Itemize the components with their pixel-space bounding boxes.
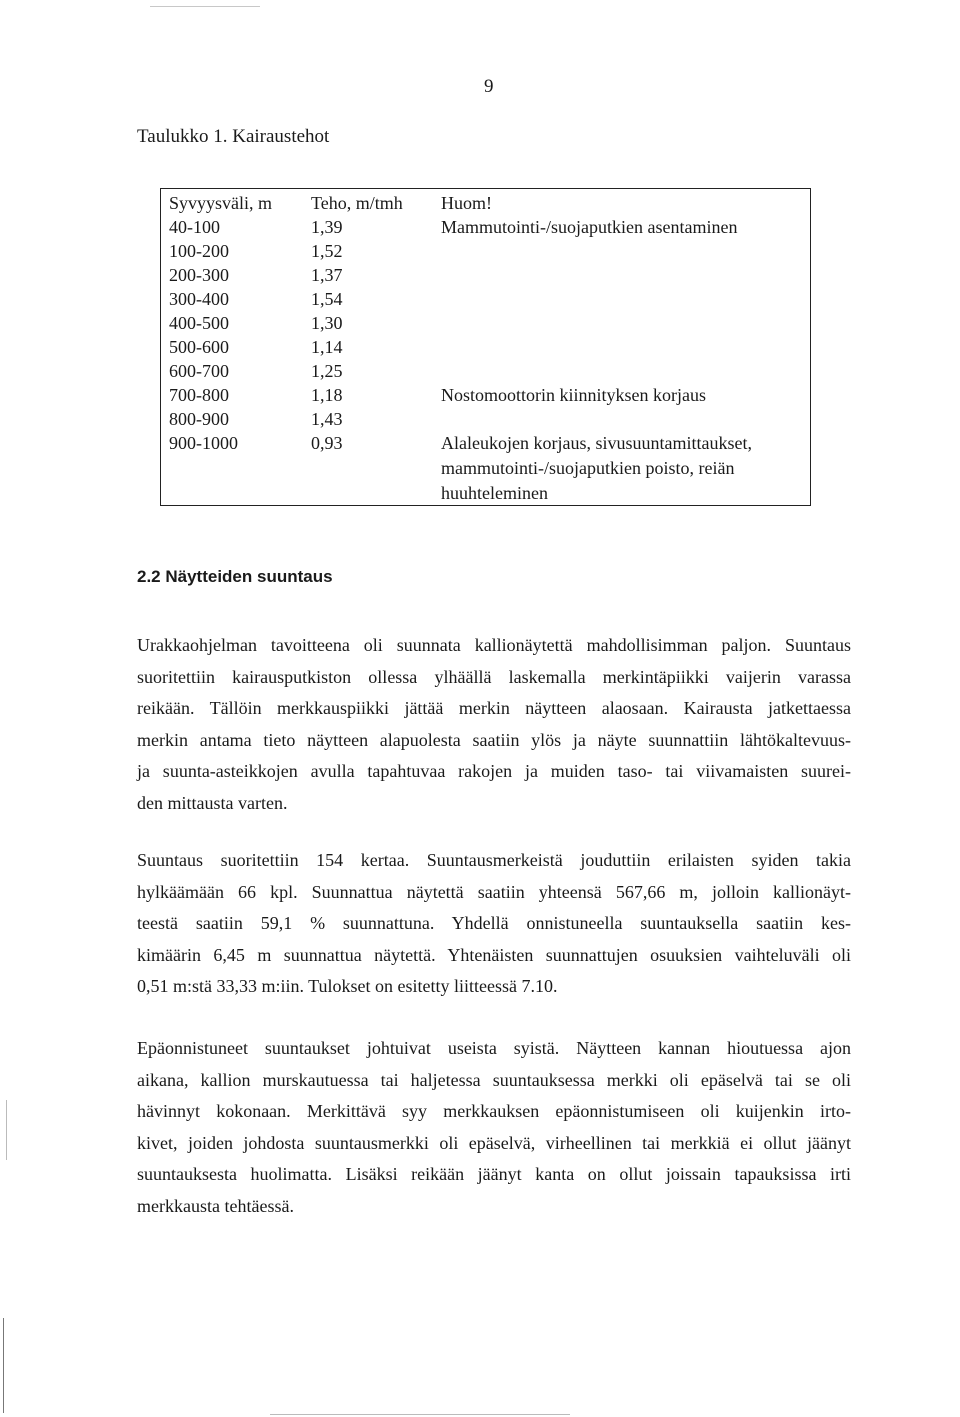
table-row xyxy=(161,239,810,263)
cell-rate: 1,37 xyxy=(311,265,343,285)
text-line: aikana, kallion murskautuessa tai haljetessa suuntauksessa merkki oli epäselvä tai se oli xyxy=(137,1069,851,1090)
cell-note: Mammutointi-/suojaputkien asentaminen xyxy=(441,217,738,237)
text-line: merkkausta tehtäessä. xyxy=(137,1195,294,1216)
table-row xyxy=(161,287,810,311)
cell-depth: 300-400 xyxy=(169,289,229,309)
cell-depth: 600-700 xyxy=(169,361,229,381)
cell-depth: 40-100 xyxy=(169,217,220,237)
note-line: Alaleukojen korjaus, sivusuuntamittaukset, xyxy=(441,433,752,453)
cell-rate: 1,18 xyxy=(311,385,343,405)
cell-rate: 1,39 xyxy=(311,217,343,237)
note-line: mammutointi-/suojaputkien poisto, reiän xyxy=(441,458,735,478)
text-line: ja suunta-asteikkojen avulla tapahtuvaa rakojen ja muiden taso- tai viivamaisten suurei- xyxy=(137,761,851,781)
table-row xyxy=(161,311,810,335)
text-line: Suuntaus suoritettiin 154 kertaa. Suuntausmerkeistä jouduttiin erilaisten syiden takia xyxy=(137,850,851,870)
table-row xyxy=(161,383,810,407)
cell-rate: 0,93 xyxy=(311,433,343,453)
cell-note-multiline xyxy=(441,431,801,506)
page-number: 9 xyxy=(484,76,494,97)
cell-depth: 400-500 xyxy=(169,313,229,333)
cell-rate: 1,25 xyxy=(311,361,343,381)
text-line: reikään. Tällöin merkkauspiikki jättää merkin näytteen alaosaan. Kairausta jatkettaessa xyxy=(137,698,851,718)
cell-rate: 1,52 xyxy=(311,241,343,261)
table-header-row xyxy=(161,191,810,215)
paragraph-2 xyxy=(137,845,851,1003)
scan-mark-left xyxy=(6,1100,7,1160)
table-row xyxy=(161,359,810,383)
cell-depth: 800-900 xyxy=(169,409,229,429)
text-line: Urakkaohjelman tavoitteena oli suunnata kallionäytettä mahdollisimman paljon. Suuntaus xyxy=(137,635,851,655)
paragraph-3 xyxy=(137,1033,851,1222)
drilling-rate-table xyxy=(160,188,811,506)
text-line: merkin antama tieto näytteen alapuolesta saatiin ylös ja näyte suunnattiin lähtökaltevuus- xyxy=(137,729,851,750)
cell-depth: 100-200 xyxy=(169,241,229,261)
scan-mark-top xyxy=(150,6,260,7)
cell-rate: 1,43 xyxy=(311,409,343,429)
table-row xyxy=(161,407,810,431)
table-caption: Taulukko 1. Kairaustehot xyxy=(137,126,330,147)
table-row xyxy=(161,263,810,287)
header-rate: Teho, m/tmh xyxy=(311,193,403,213)
paragraph-1 xyxy=(137,630,851,819)
cell-depth: 700-800 xyxy=(169,385,229,405)
scan-mark-bottom-left xyxy=(3,1318,4,1413)
text-line: hylkäämään 66 kpl. Suunnattua näytettä saatiin yhteensä 567,66 m, jolloin kallionäyt- xyxy=(137,881,851,902)
section-heading: 2.2 Näytteiden suuntaus xyxy=(137,567,333,586)
header-depth: Syvyysväli, m xyxy=(169,193,273,213)
cell-rate: 1,30 xyxy=(311,313,343,333)
cell-rate: 1,14 xyxy=(311,337,343,357)
text-line: suuntauksesta huolimatta. Lisäksi reikään jäänyt kanta on ollut joissain tapauksissa irti xyxy=(137,1164,851,1184)
text-line: 0,51 m:stä 33,33 m:iin. Tulokset on esitetty liitteessä 7.10. xyxy=(137,976,558,996)
text-line: kimäärin 6,45 m suunnattua näytettä. Yhtenäisten suunnattujen osuuksien vaihteluväli oli xyxy=(137,944,851,965)
cell-depth: 500-600 xyxy=(169,337,229,357)
cell-depth: 900-1000 xyxy=(169,433,238,453)
cell-rate: 1,54 xyxy=(311,289,343,309)
table-row xyxy=(161,335,810,359)
header-note: Huom! xyxy=(441,193,492,213)
text-line: teestä saatiin 59,1 % suunnattuna. Yhdellä onnistuneella suuntauksella saatiin kes- xyxy=(137,913,851,933)
text-line: den mittausta varten. xyxy=(137,792,288,813)
cell-depth: 200-300 xyxy=(169,265,229,285)
scan-mark-bottom xyxy=(270,1414,570,1415)
text-line: Epäonnistuneet suuntaukset johtuivat useista syistä. Näytteen kannan hioutuessa ajon xyxy=(137,1038,851,1058)
table-row xyxy=(161,215,810,239)
note-line: huuhteleminen xyxy=(441,483,548,503)
text-line: kivet, joiden johdosta suuntausmerkki oli epäselvä, virheellinen tai merkkiä ei ollut jäänyt xyxy=(137,1132,851,1153)
text-line: suoritettiin kairausputkiston ollessa ylhäällä laskemalla merkintäpiikki vaijerin varassa xyxy=(137,666,851,687)
text-line: hävinnyt kokonaan. Merkittävä syy merkkauksen epäonnistumiseen oli kuijenkin irto- xyxy=(137,1101,851,1121)
cell-note: Nostomoottorin kiinnityksen korjaus xyxy=(441,385,706,405)
